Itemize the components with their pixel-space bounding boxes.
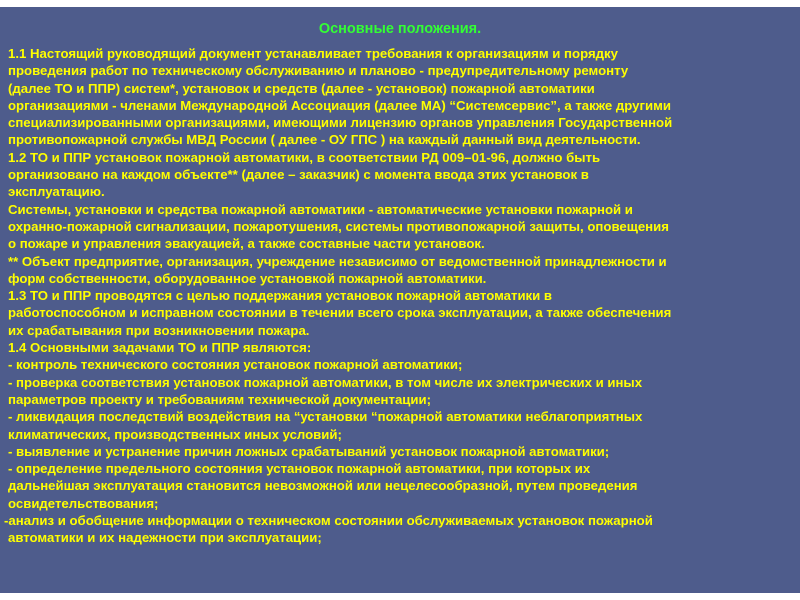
text-line: их срабатывания при возникновении пожара. [8,322,310,338]
text-line: - ликвидация последствий воздействия на “установки “пожарной автоматики неблагоприятных [8,409,643,425]
text-line: организовано на каждом объекте** (далее – заказчик) с момента ввода этих установок в [8,167,589,183]
text-line: проведения работ по техническому обслуживанию и планово - предупредительному ремонту [8,63,629,79]
text-line: 1.3 ТО и ППР проводятся с целью поддержания установок пожарной автоматики в [8,288,553,304]
text-line: противопожарной службы МВД России ( далее - ОУ ГПС ) на каждый данный вид деятельности. [8,132,641,148]
text-line: освидетельствования; [8,495,159,511]
text-line: специализированными организациями, имеющими лицензию органов управления Государственной [8,115,673,131]
text-line: - выявление и устранение причин ложных срабатываний установок пожарной автоматики; [8,443,610,459]
text-line: работоспособном и исправном состоянии в течении всего срока эксплуатации, а также обеспечения [8,305,672,321]
text-line: о пожаре и управления эвакуацией, а также составные части установок. [8,236,485,252]
slide-title: Основные положения. [318,21,482,37]
text-line: эксплуатацию. [8,184,105,200]
text-line: (далее ТО и ППР) систем*, установок и средств (далее - установок) пожарной автоматики [8,80,595,96]
text-line: дальнейшая эксплуатация становится невозможной или нецелесообразной, путем проведения [8,478,638,494]
text-line: форм собственности, оборудованное установкой пожарной автоматики. [8,270,487,286]
text-line: 1.2 ТО и ППР установок пожарной автоматики, в соответствии РД 009–01-96, должно быть [8,149,601,165]
text-line: 1.4 Основными задачами ТО и ППР являются: [8,340,312,356]
text-line: ** Объект предприятие, организация, учреждение независимо от ведомственной принадлежности и [8,253,667,269]
slide [0,7,800,593]
text-line: - проверка соответствия установок пожарной автоматики, в том числе их электрических и иных [8,374,643,390]
text-line: Системы, установки и средства пожарной автоматики - автоматические установки пожарной и [8,201,633,217]
text-line: - определение предельного состояния установок пожарной автоматики, при которых их [8,461,591,477]
text-line: 1.1 Настоящий руководящий документ устанавливает требования к организациям и порядку [8,46,618,61]
text-line: - контроль технического состояния установок пожарной автоматики; [8,357,463,373]
text-line: климатических, производственных иных условий; [8,426,342,442]
text-line: автоматики и их надежности при эксплуатации; [8,530,322,546]
slide-body [4,45,792,547]
text-line: -анализ и обобщение информации о техническом состоянии обслуживаемых установок пожарной [4,513,653,529]
text-line: параметров проекту и требованиям технической документации; [8,391,432,407]
text-line: организациями - членами Международной Ассоциация (далее МА) “Системсервис”, а также другими [8,97,671,113]
text-line: охранно-пожарной сигнализации, пожаротушения, системы противопожарной защиты, оповещения [8,218,669,234]
